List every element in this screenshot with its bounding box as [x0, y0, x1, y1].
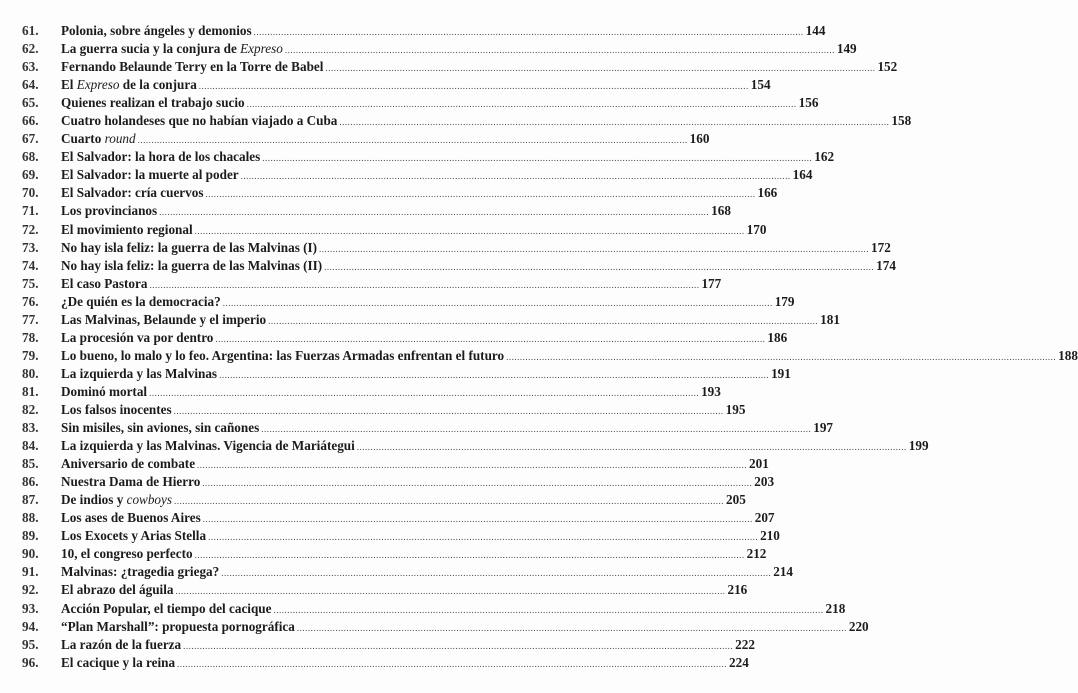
page-number: 220 [848, 618, 869, 634]
page-number: 149 [836, 41, 857, 57]
chapter-title [61, 455, 195, 473]
toc-entry [0, 509, 775, 527]
chapter-title [61, 636, 181, 654]
dot-leader: ........................................................................................................................................................................................................ [356, 442, 907, 453]
page-number: 186 [767, 329, 788, 345]
title-part: Nuestra Dama de Hierro [61, 474, 201, 490]
chapter-title [61, 437, 355, 455]
dot-leader: ........................................................................................................................................................................................................ [149, 279, 700, 290]
chapter-title [61, 491, 172, 509]
entry-line [61, 545, 767, 564]
entry-line [61, 221, 767, 240]
toc-entry [0, 636, 755, 654]
title-part: Los falsos inocentes [61, 401, 172, 417]
chapter-title [61, 22, 252, 40]
toc-entry [0, 654, 749, 672]
toc-entry [0, 545, 767, 563]
chapter-title [61, 383, 147, 401]
toc-entry [0, 365, 791, 383]
title-part: El Salvador: cría cuervos [61, 185, 204, 201]
toc-entry [0, 76, 771, 94]
page-number: 193 [701, 383, 721, 399]
dot-leader: ........................................................................................................................................................................................................ [262, 153, 813, 164]
page-number: 158 [891, 113, 912, 129]
page-number: 203 [754, 474, 775, 490]
chapter-title [61, 76, 197, 94]
dot-leader: ........................................................................................................................................................................................................ [268, 315, 819, 326]
chapter-number: 78. [22, 329, 39, 345]
entry-line [61, 40, 857, 59]
entry-line [61, 455, 769, 474]
chapter-title [61, 202, 157, 220]
title-part: Los ases de Buenos Aires [61, 510, 201, 526]
chapter-number: 67. [22, 131, 39, 147]
chapter-number: 92. [22, 582, 39, 598]
chapter-number: 64. [22, 77, 39, 93]
entry-line [61, 148, 835, 167]
chapter-title [61, 166, 239, 184]
entry-line [61, 581, 748, 600]
toc-entry [0, 311, 840, 329]
entry-line [61, 166, 813, 185]
page-number: 162 [814, 149, 835, 165]
chapter-title [61, 58, 323, 76]
title-part: “Plan Marshall”: propuesta pornográfica [61, 618, 295, 634]
dot-leader: ........................................................................................................................................................................................................ [325, 63, 876, 74]
toc-entry [0, 383, 721, 401]
dot-leader: ........................................................................................................................................................................................................ [221, 568, 772, 579]
entry-line [61, 184, 778, 203]
title-part: El cacique y la reina [61, 654, 176, 670]
toc-entry [0, 275, 722, 293]
dot-leader: ........................................................................................................................................................................................................ [149, 387, 700, 398]
title-part: Los Exocets y Arias Stella [61, 528, 207, 544]
toc-entry [0, 202, 731, 220]
title-part: Lo bueno, lo malo y lo feo. Argentina: las Fuerzas Armadas enfrentan el futuro [61, 347, 505, 363]
chapter-title [61, 419, 259, 437]
entry-line [61, 22, 826, 41]
title-part: La guerra sucia y la conjura de [61, 41, 241, 57]
toc-entry [0, 239, 891, 257]
chapter-number: 94. [22, 618, 39, 634]
page-number: 205 [726, 492, 746, 508]
dot-leader: ........................................................................................................................................................................................................ [183, 640, 734, 651]
entry-line [61, 563, 794, 582]
title-part: La izquierda y las Malvinas [61, 365, 218, 381]
page-number: 207 [754, 510, 775, 526]
page-number: 179 [774, 293, 795, 309]
toc-entry [0, 257, 896, 275]
dot-leader: ........................................................................................................................................................................................................ [208, 532, 759, 543]
chapter-number: 88. [22, 510, 39, 526]
chapter-title [61, 148, 260, 166]
toc-entry [0, 600, 846, 618]
title-part: Acción Popular, el tiempo del cacique [61, 600, 272, 616]
dot-leader: ........................................................................................................................................................................................................ [240, 171, 791, 182]
chapter-number: 84. [22, 438, 39, 454]
page-number: 170 [746, 221, 767, 237]
entry-line [61, 76, 771, 95]
page-number: 201 [749, 456, 769, 472]
chapter-number: 70. [22, 185, 39, 201]
toc-entry [0, 437, 929, 455]
chapter-title [61, 221, 193, 239]
title-part: El abrazo del águila [61, 582, 174, 598]
chapter-number: 66. [22, 113, 39, 129]
entry-line [61, 618, 869, 637]
page-number: 224 [729, 654, 749, 670]
page-number: 195 [725, 401, 746, 417]
dot-leader: ........................................................................................................................................................................................................ [202, 514, 753, 525]
dot-leader: ........................................................................................................................................................................................................ [253, 27, 804, 37]
dot-leader: ........................................................................................................................................................................................................ [284, 45, 835, 56]
chapter-title [61, 130, 136, 148]
italic-title-part: Expreso [76, 77, 120, 93]
chapter-title [61, 365, 217, 383]
entry-line [61, 383, 721, 402]
dot-leader: ........................................................................................................................................................................................................ [506, 351, 1057, 362]
toc-entry [0, 94, 819, 112]
chapter-title [61, 311, 266, 329]
toc-entry [0, 419, 834, 437]
chapter-title [61, 581, 173, 599]
page-number: 222 [735, 636, 755, 652]
entry-line [61, 311, 840, 330]
title-part: Sin misiles, sin aviones, sin cañones [61, 420, 260, 436]
page-number: 164 [792, 167, 813, 183]
entry-line [61, 112, 912, 131]
italic-title-part: round [104, 131, 136, 147]
chapter-number: 95. [22, 636, 39, 652]
chapter-number: 68. [22, 149, 39, 165]
dot-leader: ........................................................................................................................................................................................................ [177, 658, 728, 669]
title-part: No hay isla feliz: la guerra de las Malvinas (I) [61, 239, 318, 255]
dot-leader: ........................................................................................................................................................................................................ [159, 207, 710, 218]
toc-entry [0, 130, 710, 148]
dot-leader: ........................................................................................................................................................................................................ [222, 297, 773, 308]
chapter-number: 76. [22, 293, 39, 309]
title-part: De indios y [61, 492, 127, 508]
toc-entry [0, 221, 767, 239]
entry-line [61, 239, 891, 258]
toc-entry [0, 40, 857, 58]
chapter-title [61, 563, 219, 581]
chapter-number: 80. [22, 365, 39, 381]
dot-leader: ........................................................................................................................................................................................................ [197, 460, 748, 471]
chapter-number: 74. [22, 257, 39, 273]
toc-entry [0, 329, 788, 347]
chapter-title [61, 527, 206, 545]
chapter-number: 77. [22, 311, 39, 327]
dot-leader: ........................................................................................................................................................................................................ [198, 81, 749, 92]
chapter-number: 71. [22, 203, 39, 219]
title-part: No hay isla feliz: la guerra de las Malvinas (II) [61, 257, 323, 273]
entry-line [61, 401, 746, 420]
entry-line [61, 437, 929, 456]
page-number: 188 [1058, 347, 1078, 363]
toc-entry [0, 184, 778, 202]
dot-leader: ........................................................................................................................................................................................................ [324, 261, 875, 272]
dot-leader: ........................................................................................................................................................................................................ [215, 333, 766, 344]
toc-entry [0, 22, 826, 40]
chapter-number: 79. [22, 347, 39, 363]
page-number: 156 [798, 95, 819, 111]
table-of-contents [0, 22, 1078, 672]
title-part: 10, el congreso perfecto [61, 546, 193, 562]
dot-leader: ........................................................................................................................................................................................................ [296, 622, 847, 633]
chapter-title [61, 275, 147, 293]
chapter-number: 96. [22, 654, 39, 670]
chapter-number: 91. [22, 564, 39, 580]
entry-line [61, 202, 731, 221]
toc-entry [0, 455, 769, 473]
chapter-title [61, 401, 172, 419]
dot-leader: ........................................................................................................................................................................................................ [261, 424, 812, 435]
title-part: El Salvador: la muerte al poder [61, 167, 239, 183]
toc-entry [0, 581, 748, 599]
entry-line [61, 527, 780, 546]
entry-line [61, 130, 710, 149]
entry-line [61, 275, 722, 294]
page-number: 214 [773, 564, 794, 580]
title-part: El movimiento regional [61, 221, 193, 237]
entry-line [61, 491, 746, 510]
page-number: 181 [820, 311, 840, 327]
chapter-title [61, 329, 213, 347]
toc-entry [0, 58, 898, 76]
title-part: El [61, 77, 77, 93]
title-part: La procesión va por dentro [61, 329, 214, 345]
chapter-title [61, 184, 203, 202]
page-number: 154 [750, 77, 771, 93]
entry-line [61, 419, 834, 438]
page-number: 199 [908, 438, 929, 454]
dot-leader: ........................................................................................................................................................................................................ [202, 478, 753, 489]
italic-title-part: cowboys [126, 492, 173, 508]
chapter-number: 72. [22, 221, 39, 237]
chapter-title [61, 509, 201, 527]
chapter-number: 63. [22, 59, 39, 75]
title-part: Quienes realizan el trabajo sucio [61, 95, 245, 111]
title-part: Malvinas: ¿tragedia griega? [61, 564, 220, 580]
chapter-number: 89. [22, 528, 39, 544]
page-number: 197 [813, 420, 834, 436]
chapter-title [61, 293, 221, 311]
page-number: 191 [771, 365, 791, 381]
page-number: 177 [701, 275, 722, 291]
dot-leader: ........................................................................................................................................................................................................ [273, 604, 824, 615]
title-part: Fernando Belaunde Terry en la Torre de Babel [61, 59, 324, 75]
entry-line [61, 473, 775, 492]
entry-line [61, 94, 819, 113]
toc-entry [0, 491, 746, 509]
chapter-title [61, 94, 245, 112]
entry-line [61, 654, 749, 673]
chapter-number: 69. [22, 167, 39, 183]
entry-line [61, 58, 898, 77]
dot-leader: ........................................................................................................................................................................................................ [246, 99, 797, 110]
title-part: El caso Pastora [61, 275, 148, 291]
page-number: 144 [805, 23, 826, 38]
dot-leader: ........................................................................................................................................................................................................ [205, 189, 756, 200]
title-part: Dominó mortal [61, 383, 148, 399]
entry-line [61, 365, 791, 384]
page-number: 160 [689, 131, 710, 147]
toc-entry [0, 112, 912, 130]
page-number: 210 [760, 528, 780, 544]
title-part: La razón de la fuerza [61, 636, 182, 652]
chapter-number: 93. [22, 600, 39, 616]
chapter-title [61, 112, 337, 130]
chapter-title [61, 545, 193, 563]
page-number: 168 [711, 203, 731, 219]
chapter-title [61, 239, 317, 257]
title-part: La izquierda y las Malvinas. Vigencia de Mariátegui [61, 438, 355, 454]
title-part: El Salvador: la hora de los chacales [61, 149, 261, 165]
italic-title-part: Expreso [240, 41, 283, 57]
chapter-number: 87. [22, 492, 39, 508]
page-number: 218 [825, 600, 846, 616]
toc-entry [0, 401, 746, 419]
entry-line [61, 509, 775, 528]
toc-entry [0, 293, 795, 311]
entry-line [61, 600, 846, 619]
toc-entry [0, 166, 813, 184]
toc-entry [0, 148, 835, 166]
dot-leader: ........................................................................................................................................................................................................ [174, 496, 725, 507]
page-number: 216 [727, 582, 748, 598]
chapter-number: 81. [22, 383, 39, 399]
dot-leader: ........................................................................................................................................................................................................ [319, 243, 870, 254]
dot-leader: ........................................................................................................................................................................................................ [175, 586, 726, 597]
chapter-number: 83. [22, 420, 39, 436]
chapter-number: 85. [22, 456, 39, 472]
dot-leader: ........................................................................................................................................................................................................ [219, 369, 770, 380]
dot-leader: ........................................................................................................................................................................................................ [339, 117, 890, 128]
entry-line [61, 347, 1078, 366]
chapter-number: 82. [22, 401, 39, 417]
toc-entry [0, 563, 794, 581]
entry-line [61, 329, 788, 348]
chapter-title [61, 618, 295, 636]
chapter-title [61, 347, 504, 365]
page-number: 174 [876, 257, 896, 273]
entry-line [61, 257, 896, 276]
chapter-title [61, 600, 272, 618]
toc-entry [0, 618, 869, 636]
chapter-number: 65. [22, 95, 39, 111]
chapter-number: 61. [22, 23, 39, 38]
chapter-number: 86. [22, 474, 39, 490]
page-number: 166 [757, 185, 778, 201]
dot-leader: ........................................................................................................................................................................................................ [194, 550, 745, 561]
page-number: 172 [871, 239, 891, 255]
chapter-title [61, 473, 200, 491]
title-part: ¿De quién es la democracia? [61, 293, 221, 309]
toc-entry [0, 527, 780, 545]
chapter-number: 75. [22, 275, 39, 291]
title-part: Cuatro holandeses que no habían viajado a Cuba [61, 113, 338, 129]
page-number: 152 [877, 59, 898, 75]
toc-entry [0, 347, 1078, 365]
title-part: de la conjura [119, 77, 197, 93]
title-part: Las Malvinas, Belaunde y el imperio [61, 311, 267, 327]
entry-line [61, 293, 795, 312]
title-part: Los provincianos [61, 203, 158, 219]
title-part: Cuarto [61, 131, 105, 147]
chapter-number: 62. [22, 41, 39, 57]
toc-entry [0, 473, 775, 491]
dot-leader: ........................................................................................................................................................................................................ [137, 135, 688, 146]
title-part: Aniversario de combate [61, 456, 196, 472]
chapter-number: 73. [22, 239, 39, 255]
chapter-title [61, 257, 322, 275]
dot-leader: ........................................................................................................................................................................................................ [173, 405, 724, 416]
chapter-number: 90. [22, 546, 39, 562]
chapter-title [61, 40, 283, 58]
dot-leader: ........................................................................................................................................................................................................ [194, 225, 745, 236]
page-number: 212 [746, 546, 767, 562]
entry-line [61, 636, 755, 655]
chapter-title [61, 654, 175, 672]
title-part: Polonia, sobre ángeles y demonios [61, 23, 252, 38]
